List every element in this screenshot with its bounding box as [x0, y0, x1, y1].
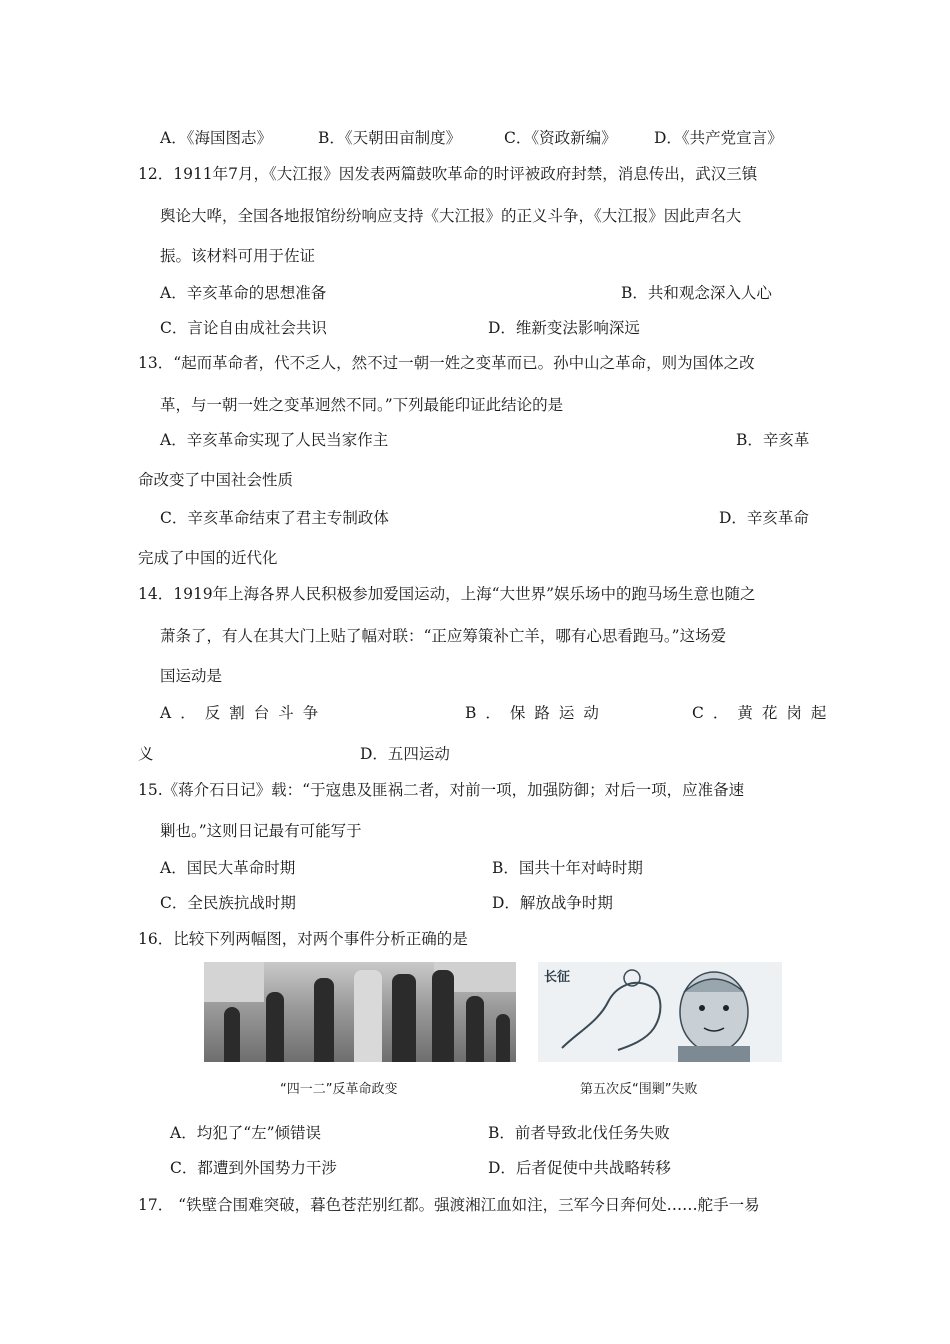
- cartoon-title-text: 长征: [544, 970, 571, 985]
- q16-option-c: C．都遭到外国势力干涉: [170, 1159, 337, 1177]
- encirclement-cartoon-image: [538, 962, 782, 1062]
- q16-stem-line1: 16．比较下列两幅图，对两个事件分析正确的是: [138, 930, 468, 948]
- coup-photo-image: [204, 962, 516, 1062]
- q12-stem-line2: 舆论大哗，全国各地报馆纷纷响应支持《大江报》的正义斗争，《大江报》因此声名大: [160, 207, 742, 225]
- q15-stem-line2: 剿也。”这则日记最有可能写于: [160, 822, 362, 840]
- q12-option-d: D．维新变法影响深远: [488, 319, 640, 337]
- encirclement-cartoon-caption: 第五次反“围剿”失败: [580, 1082, 698, 1097]
- q12-stem-line3: 振。该材料可用于佐证: [160, 247, 316, 265]
- q13-stem-line1: 13．“起而革命者，代不乏人，然不过一朝一姓之变革而已。孙中山之革命，则为国体之改: [138, 354, 755, 372]
- q14-option-d: D．五四运动: [360, 745, 450, 763]
- q11-option-b: B．《天朝田亩制度》: [318, 129, 462, 147]
- q14-option-c-part1: C．黄花岗起: [692, 704, 836, 722]
- q12-option-a: A．辛亥革命的思想准备: [160, 284, 327, 302]
- q13-option-d-part2: 完成了中国的近代化: [138, 549, 278, 567]
- q11-option-d: D．《共产党宣言》: [654, 129, 783, 147]
- q11-option-a: A．《海国图志》: [160, 129, 272, 147]
- q13-option-b-part1: B．辛亥革: [736, 431, 810, 449]
- q11-option-c: C．《资政新编》: [504, 129, 617, 147]
- q14-option-a: A．反割台斗争: [160, 704, 328, 722]
- q14-stem-line3: 国运动是: [160, 667, 223, 685]
- q14-option-c-part2: 义: [138, 745, 154, 763]
- q15-stem-line1: 15.《蒋介石日记》载：“于寇患及匪祸二者，对前一项，加强防御；对后一项，应准备速: [138, 781, 745, 799]
- q15-option-d: D．解放战争时期: [492, 894, 613, 912]
- q16-option-b: B．前者导致北伐任务失败: [488, 1124, 670, 1142]
- q12-option-b: B．共和观念深入人心: [621, 284, 772, 302]
- q16-option-a: A．均犯了“左”倾错误: [170, 1124, 322, 1142]
- q16-option-d: D．后者促使中共战略转移: [488, 1159, 671, 1177]
- q13-stem-line2: 革，与一朝一姓之变革迥然不同。”下列最能印证此结论的是: [160, 396, 564, 414]
- q13-option-d-part1: D．辛亥革命: [719, 509, 809, 527]
- q15-option-c: C．全民族抗战时期: [160, 894, 296, 912]
- q17-stem-line1: 17． “铁壁合围难突破，暮色苍茫别红都。强渡湘江血如注，三军今日奔何处……舵手一易: [138, 1196, 760, 1214]
- q14-stem-line1: 14．1919年上海各界人民积极参加爱国运动，上海“大世界”娱乐场中的跑马场生意也随之: [138, 585, 756, 603]
- q15-option-b: B．国共十年对峙时期: [492, 859, 643, 877]
- coup-photo-caption: “四一二”反革命政变: [280, 1082, 398, 1097]
- q15-option-a: A．国民大革命时期: [160, 859, 296, 877]
- q12-stem-line1: 12．1911年7月，《大江报》因发表两篇鼓吹革命的时评被政府封禁，消息传出，武汉三镇: [138, 165, 758, 183]
- q14-stem-line2: 萧条了，有人在其大门上贴了幅对联：“正应筹策补亡羊，哪有心思看跑马。”这场爱: [160, 627, 727, 645]
- q12-option-c: C．言论自由成社会共识: [160, 319, 327, 337]
- q13-option-c: C．辛亥革命结束了君主专制政体: [160, 509, 389, 527]
- q13-option-a: A．辛亥革命实现了人民当家作主: [160, 431, 389, 449]
- q14-option-b: B．保路运动: [465, 704, 608, 722]
- q13-option-b-part2: 命改变了中国社会性质: [138, 471, 294, 489]
